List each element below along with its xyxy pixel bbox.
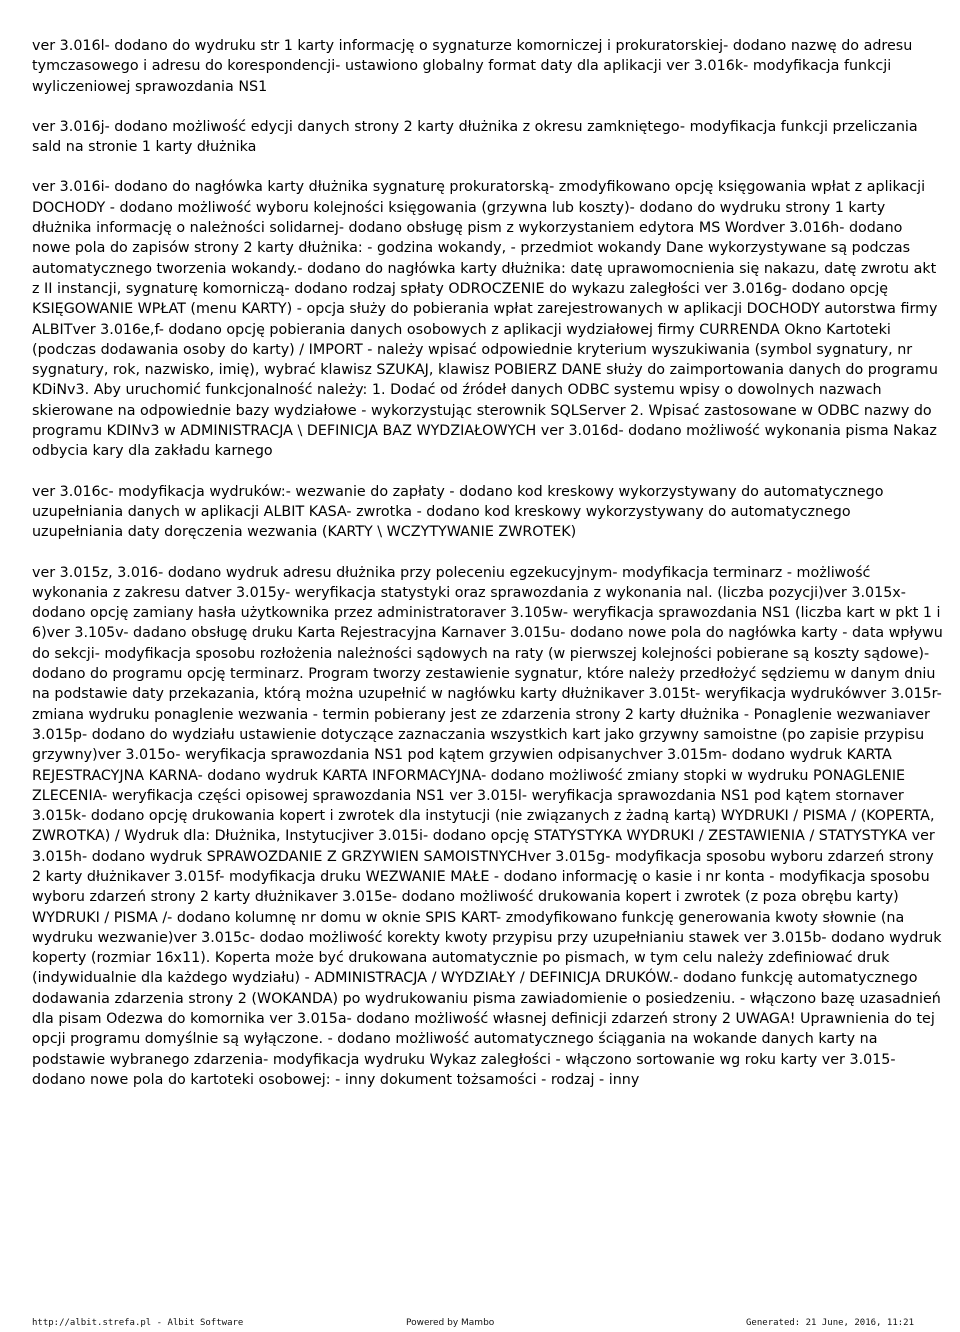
changelog-paragraph-3: ver 3.016i- dodano do nagłówka karty dłużnika sygnaturę prokuratorską- zmodyfikowano opcję księgowania wpłat z aplikacji DOCHODY - dodano możliwość wyboru kolejności księgowania (grzywna lub koszty)- dodano do wydruku strony 1 karty dłużnika informację o należności solidarnej- dodano obsługę pism z wykorzystaniem edytora MS Wordver 3.016h- dodano nowe pola do zapisów strony 2 karty dłużnika: - godzina wokandy, - przedmiot wokandy Dane wykorzystywane są podczas automatycznego tworzenia wokandy.- dodano do nagłówka karty dłużnika: datę uprawomocnienia się nakazu, datę zwrotu akt z II instancji, sygnaturę komorniczą- dodano rodzaj spłaty ODROCZENIE do wykazu zaległości ver 3.016g- dodano opcję KSIĘGOWANIE WPŁAT (menu KARTY) - opcja służy do pobierania wpłat zarejestrowanych w aplikacji DOCHODY autorstwa firmy ALBITver 3.016e,f- dodano opcję pobierania danych osobowych z aplikacji wydziałowej firmy CURRENDA Okno Kartoteki (podczas dodawania osoby do karty) / IMPORT - należy wpisać odpowiednie kryterium wyszukiwania (symbol sygnatury, nr sygnatury, rok, nazwisko, imię), wybrać klawisz SZUKAJ, klawisz POBIERZ DANE służy do zaimportowania danych do programu KDiNv3. Aby uruchomić funkcjonalność należy: 1. Dodać od źródeł danych ODBC systemu wpisy o dowolnych nazwach skierowane na odpowiednie bazy wydziałowe - wykorzystując sterownik SQLServer 2. Wpisać zastosowane w ODBC nazwy do programu KDINv3 w ADMINISTRACJA \ DEFINICJA BAZ WYDZIAŁOWYCH ver 3.016d- dodano możliwość wykonania pisma Nakaz odbycia kary dla zakładu karnego bbox=[32, 179, 938, 460]
footer-generated-date: Generated: 21 June, 2016, 11:21 bbox=[746, 1318, 914, 1328]
changelog-paragraph-4: ver 3.016c- modyfikacja wydruków:- wezwanie do zapłaty - dodano kod kreskowy wykorzystywany do automatycznego uzupełniania danych w aplikacji ALBIT KASA- zwrotka - dodano kod kreskowy wykorzystywany do automatycznego uzupełniania daty doręczenia wezwania (KARTY \ WCZYTYWANIE ZWROTEK) bbox=[32, 483, 884, 541]
footer-site-link[interactable]: http://albit.strefa.pl - Albit Software bbox=[32, 1318, 244, 1328]
changelog-paragraph-1: ver 3.016l- dodano do wydruku str 1 karty informację o sygnaturze komorniczej i prokuratorskiej- dodano nazwę do adresu tymczasowego i adresu do korespondencji- ustawiono globalny format daty dla aplikacji ver 3.016k- modyfikacja funkcji wyliczeniowej sprawozdania NS1 bbox=[32, 38, 913, 95]
page-footer bbox=[32, 1316, 914, 1330]
changelog-content bbox=[32, 36, 944, 1110]
changelog-paragraph-2: ver 3.016j- dodano możliwość edycji danych strony 2 karty dłużnika z okresu zamkniętego- modyfikacja funkcji przeliczania sald na stronie 1 karty dłużnika bbox=[32, 118, 918, 156]
changelog-paragraph-5: ver 3.015z, 3.016- dodano wydruk adresu dłużnika przy poleceniu egzekucyjnym- modyfikacja terminarz - możliwość wykonania z zakresu datver 3.015y- weryfikacja statystyki oraz sprawozdania z wykonania nal. (liczba pozycji)ver 3.015x- dodano opcję zamiany hasła użytkownika przez administratoraver 3.105w- weryfikacja sprawozdania NS1 (liczba kart w pkt 1 i 6)ver 3.105v- dadano obsługę druku Karta Rejestracyjna Karnaver 3.015u- dodano nowe pola do nagłówka karty - data wpływu do sekcji- modyfikacja sposobu rozłożenia należności sądowych na raty (w pierwszej kolejności pobierane są koszty sądowe)- dodano do programu opcję terminarz. Program tworzy zestawienie sygnatur, które należy przedłożyć sędziemu w danym dniu na podstawie daty przekazania, którą można uzupełnić w nagłówku karty dłużnikaver 3.015t- weryfikacja wydrukówver 3.015r- zmiana wydruku ponaglenie wezwania - termin pobierany jest ze zdarzenia strony 2 karty dłużnika - Ponaglenie wezwaniaver 3.015p- dodano do wydziału ustawienie dotyczące zaznaczania wszystkich kart jako grzywny samoistne (po zapisie przypisu grzywny)ver 3.015o- weryfikacja sprawozdania NS1 pod kątem grzywien odpisanychver 3.015m- dodano wydruk KARTA REJESTRACYJNA KARNA- dodano wydruk KARTA INFORMACYJNA- dodano możliwość zmiany stopki w wydruku PONAGLENIE ZLECENIA- weryfikacja części opisowej sprawozdania NS1 ver 3.015l- weryfikacja sprawozdania NS1 pod kątem stornaver 3.015k- dodano opcję drukowania kopert i zwrotek dla instytucji (nie związanych z żadną kartą) WYDRUKI / PISMA / (KOPERTA, ZWROTKA) / Wydruk dla: Dłużnika, Instytucjiver 3.015i- dodano opcję STATYSTYKA WYDRUKI / ZESTAWIENIA / STATYSTYKA ver 3.015h- dodano wydruk SPRAWOZDANIE Z GRZYWIEN SAMOISTNYCHver 3.015g- modyfikacja sposobu wyboru zdarzeń strony 2 karty dłużnikaver 3.015f- modyfikacja druku WEZWANIE MAŁE - dodano informację o kasie i nr konta - modyfikacja sposobu wyboru zdarzeń strony 2 karty dłużnikaver 3.015e- dodano możliwość drukowania kopert i zwrotek (z poza obrębu karty) WYDRUKI / PISMA /- dodano kolumnę nr domu w oknie SPIS KART- zmodyfikowano funkcję generowania kwoty słownie (na wydruku wezwanie)ver 3.015c- dodao możliwość korekty kwoty przypisu przy uzupełnianiu stawek ver 3.015b- dodano wydruk koperty (rozmiar 16x11). Koperta może być drukowana automatycznie po pismach, w tym celu należy zdefiniować druk (indywidualnie dla każdego wydziału) - ADMINISTRACJA / WYDZIAŁY / DEFINICJA DRUKÓW.- dodano funkcję automatycznego dodawania zdarzenia strony 2 (WOKANDA) po wydrukowaniu pisma zawiadomienie o posiedzeniu. - włączono bazę uzasadnień dla pisam Odezwa do komornika ver 3.015a- dodano możliwość własnej definicji zdarzeń strony 2 UWAGA! Uprawnienia do tej opcji programu domyślnie są wyłączone. - dodano możliwość automatycznego ściągania na wokande danych karty na podstawie wybranego zdarzenia- modyfikacja wydruku Wykaz zaległości - włączono sortowanie wg roku karty ver 3.015- dodano nowe pola do kartoteki osobowej: - inny dokument tożsamości - rodzaj - inny bbox=[32, 564, 943, 1088]
footer-powered-by: Powered by Mambo bbox=[406, 1318, 495, 1328]
